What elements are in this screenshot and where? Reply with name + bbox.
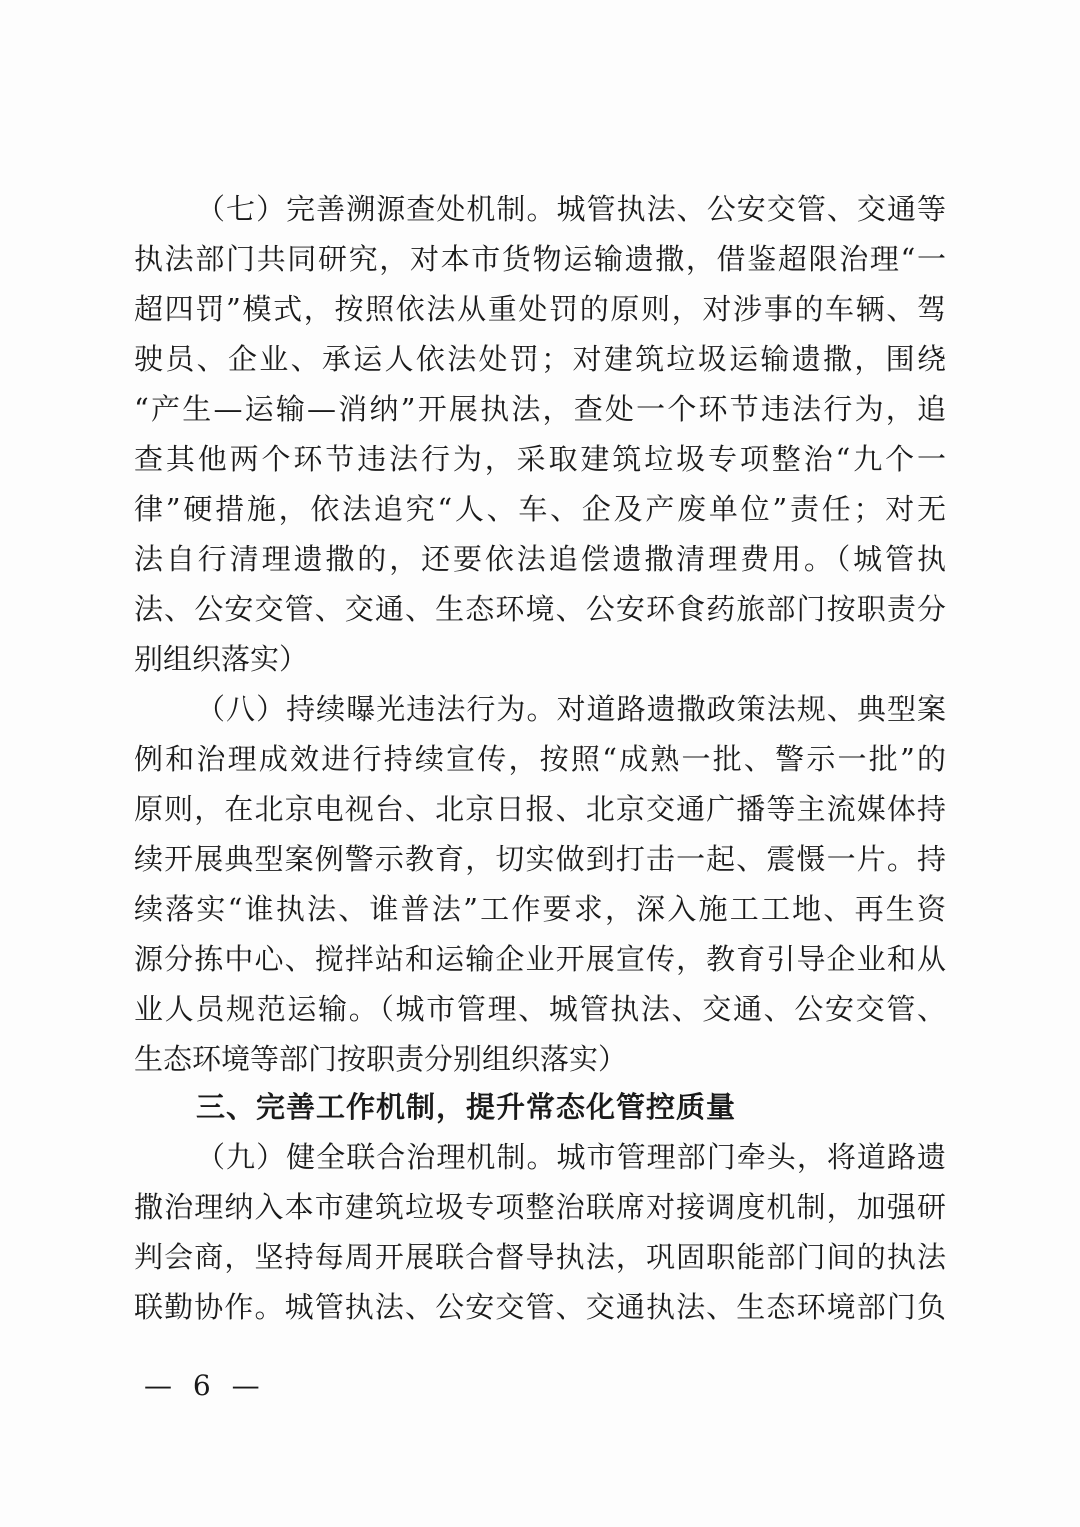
paragraph-7-line-6: 查其他两个环节违法行为，采取建筑垃圾专项整治“九个一 [134, 442, 946, 476]
paragraph-8-line-6: 源分拣中心、搅拌站和运输企业开展宣传，教育引导企业和从 [134, 942, 946, 976]
paragraph-8-line-1: （八）持续曝光违法行为。对道路遗撒政策法规、典型案 [196, 692, 946, 726]
paragraph-9-line-1: （九）健全联合治理机制。城市管理部门牵头，将道路遗 [196, 1140, 946, 1174]
paragraph-8-line-7: 业人员规范运输。（城市管理、城管执法、交通、公安交管、 [134, 992, 946, 1026]
paragraph-9-line-2: 撒治理纳入本市建筑垃圾专项整治联席对接调度机制，加强研 [134, 1190, 946, 1224]
paragraph-7-line-3: 超四罚”模式，按照依法从重处罚的原则，对涉事的车辆、驾 [134, 292, 946, 326]
paragraph-7-line-4: 驶员、企业、承运人依法处罚；对建筑垃圾运输遗撒，围绕 [134, 342, 946, 376]
paragraph-7-line-10: 别组织落实） [134, 642, 309, 676]
section-3-heading: 三、完善工作机制，提升常态化管控质量 [196, 1090, 737, 1124]
paragraph-9-line-3: 判会商，坚持每周开展联合督导执法，巩固职能部门间的执法 [134, 1240, 946, 1274]
paragraph-9-line-4: 联勤协作。城管执法、公安交管、交通执法、生态环境部门负 [134, 1290, 946, 1324]
paragraph-7-line-1: （七）完善溯源查处机制。城管执法、公安交管、交通等 [196, 192, 946, 226]
paragraph-7-line-5: “产生—运输—消纳”开展执法，查处一个环节违法行为，追 [134, 392, 946, 426]
page-number: — 6 — [144, 1369, 266, 1402]
paragraph-8-line-2: 例和治理成效进行持续宣传，按照“成熟一批、警示一批”的 [134, 742, 946, 776]
paragraph-7-line-2: 执法部门共同研究，对本市货物运输遗撒，借鉴超限治理“一 [134, 242, 946, 276]
paragraph-8-line-4: 续开展典型案例警示教育，切实做到打击一起、震慑一片。持 [134, 842, 946, 876]
paragraph-8-line-5: 续落实“谁执法、谁普法”工作要求，深入施工工地、再生资 [134, 892, 946, 926]
paragraph-7-line-9: 法、公安交管、交通、生态环境、公安环食药旅部门按职责分 [134, 592, 946, 626]
paragraph-8-line-3: 原则，在北京电视台、北京日报、北京交通广播等主流媒体持 [134, 792, 946, 826]
paragraph-8-line-8: 生态环境等部门按职责分别组织落实） [134, 1042, 628, 1076]
paragraph-7-line-8: 法自行清理遗撒的，还要依法追偿遗撒清理费用。（城管执 [134, 542, 946, 576]
paragraph-7-line-7: 律”硬措施，依法追究“人、车、企及产废单位”责任；对无 [134, 492, 946, 526]
